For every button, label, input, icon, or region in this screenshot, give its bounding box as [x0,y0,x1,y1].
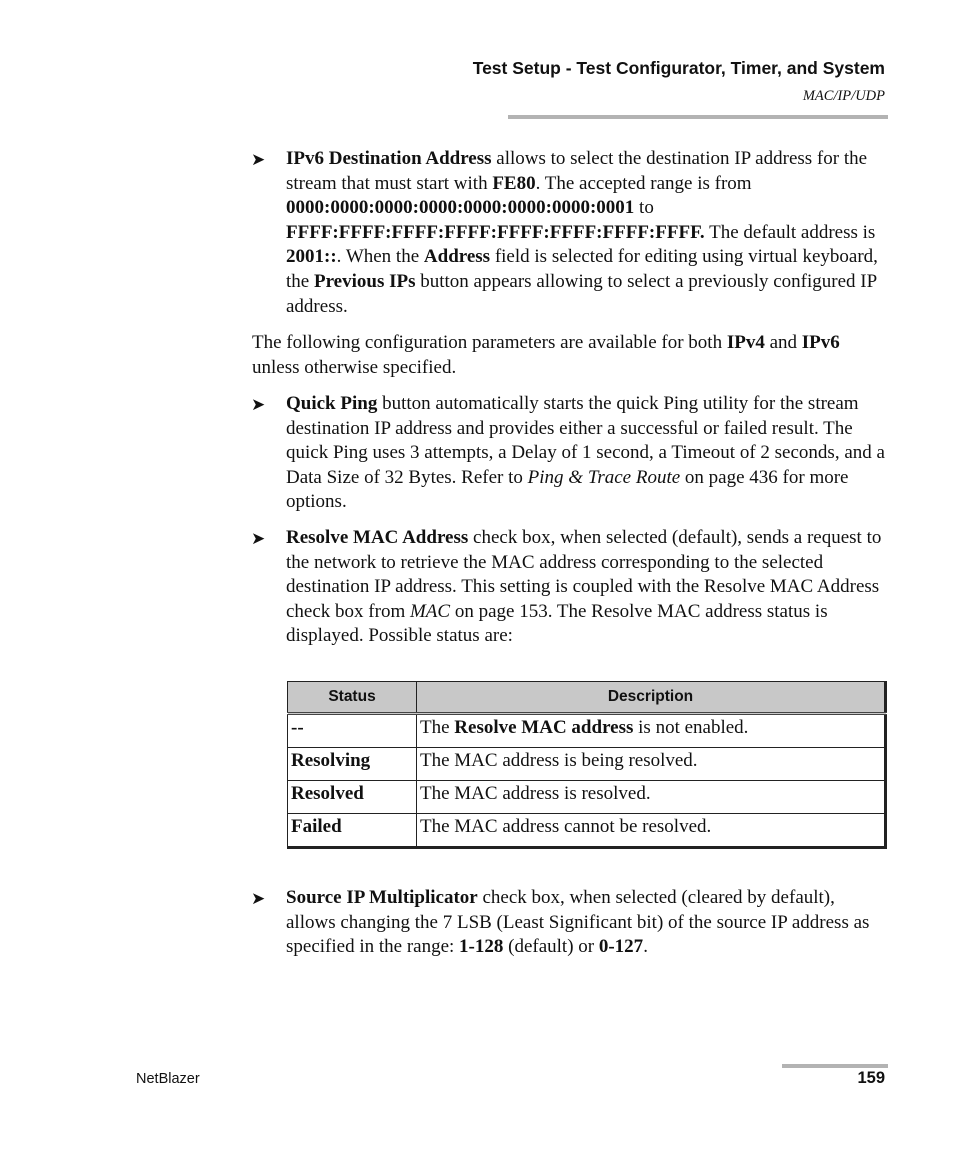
table-row [288,714,886,748]
bullet-ipv6-destination: IPv6 Destination Address allows to select the destination IP address for the stream that must start with FE80. The accepted range is from 0000:0000:0000:0000:0000:0000:0000:0001 to FFFF:FFFF:FFFF:FFFF:FFFF:FFFF:FFFF:FFFF. The default address is 2001::. When the Address field is selected for editing using virtual keyboard, the Previous IPs button appears allowing to select a previously configured IP address. [286,148,878,317]
column-header-status: Status [288,682,417,714]
bullet-resolve-mac: Resolve MAC Address check box, when selected (default), sends a request to the network to retrieve the MAC address corresponding to the selected destination IP address. This setting is coupled with the Resolve MAC Address check box from MAC on page 153. The Resolve MAC address status is displayed. Possible status are: [286,527,882,647]
bullet-arrow-icon: ➤ [251,395,266,415]
bullet-arrow-icon: ➤ [251,529,266,549]
column-header-description: Description [417,682,886,714]
bullet-arrow-icon: ➤ [251,889,266,909]
page-header-title: Test Setup - Test Configurator, Timer, and System [472,58,885,78]
status-cell: Resolving [288,748,417,781]
page-header-subtitle: MAC/IP/UDP [802,88,885,104]
status-cell: -- [288,714,417,748]
description-cell: The MAC address cannot be resolved. [417,814,886,848]
description-cell: The MAC address is resolved. [417,781,886,814]
bullet-arrow-icon: ➤ [251,150,266,170]
status-cell: Failed [288,814,417,848]
intro-paragraph: The following configuration parameters are available for both IPv4 and IPv6 unless otherwise specified. [252,332,840,378]
table-header-row [288,682,886,714]
bullet-source-ip-multiplicator: Source IP Multiplicator check box, when selected (cleared by default), allows changing the 7 LSB (Least Significant bit) of the source IP address as specified in the range: 1-128 (default) or 0-127. [286,887,870,958]
resolve-mac-status-table [287,681,887,849]
table-row [288,781,886,814]
footer-rule [782,1064,888,1068]
term: IPv6 Destination Address [286,148,492,169]
mac-link[interactable]: MAC [409,600,451,622]
footer-product-name: NetBlazer [136,1071,200,1087]
description-cell: The Resolve MAC address is not enabled. [417,714,886,748]
header-rule [508,115,888,119]
table-row [288,748,886,781]
bullet-quick-ping: Quick Ping button automatically starts the quick Ping utility for the stream destination IP address and provides either a successful or failed result. The quick Ping uses 3 attempts, a Delay of 1 second, a Timeout of 2 seconds, and a Data Size of 32 Bytes. Refer to Ping & Trace Route on page 436 for more options. [286,393,885,513]
table-row [288,814,886,848]
description-cell: The MAC address is being resolved. [417,748,886,781]
page-number: 159 [857,1069,885,1087]
status-cell: Resolved [288,781,417,814]
ping-trace-route-link[interactable]: Ping & Trace Route [527,466,681,488]
